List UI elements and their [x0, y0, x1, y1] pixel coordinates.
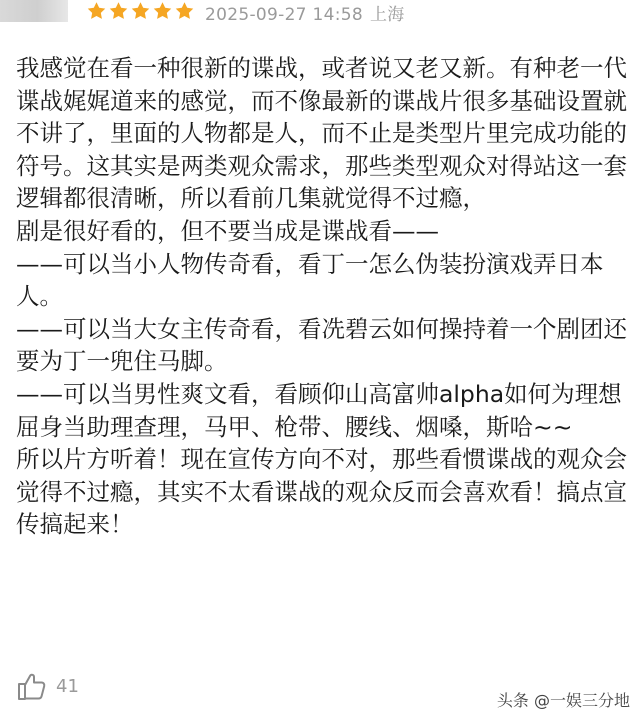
review-location: 上海	[370, 5, 405, 25]
star-rating	[86, 1, 196, 21]
star-icon	[108, 1, 129, 21]
avatar[interactable]	[0, 0, 68, 22]
review-meta	[205, 0, 405, 25]
star-icon	[86, 1, 107, 21]
review-paragraph: ——可以当小人物传奇看，看丁一怎么伪装扮演戏弄日本人。	[16, 249, 604, 311]
review-paragraph: 剧是很好看的，但不要当成是谍战看——	[16, 216, 439, 245]
star-icon	[152, 1, 173, 21]
review-paragraph: ——可以当男性爽文看，看顾仰山高富帅alpha如何为理想屈身当助理查理，马甲、枪带、腰线、烟嗓，斯哈~~	[16, 379, 622, 441]
review-paragraph: 所以片方听着！现在宣传方向不对，那些看惯谍战的观众会觉得不过瘾，其实不太看谍战的观众反而会喜欢看！搞点宣传搞起来！	[16, 445, 627, 539]
thumbs-up-icon	[16, 670, 48, 702]
review-header	[0, 0, 640, 28]
review-timestamp: 2025-09-27 14:58	[205, 5, 363, 25]
review-text	[16, 52, 628, 541]
review-paragraph: 我感觉在看一种很新的谍战，或者说又老又新。有种老一代谍战娓娓道来的感觉，而不像最新的谍战片很多基础设置就不讲了，里面的人物都是人，而不止是类型片里完成功能的符号。这其实是两类观众需求，那些类型观众对得站这一套逻辑都很清晰，所以看前几集就觉得不过瘾，	[16, 54, 627, 213]
star-icon	[174, 1, 195, 21]
review-paragraph: ——可以当大女主传奇看，看冼碧云如何操持着一个剧团还要为丁一兜住马脚。	[16, 314, 627, 376]
star-icon	[130, 1, 151, 21]
watermark-text: 头条 @一娱三分地	[496, 691, 630, 710]
like-count: 41	[56, 675, 79, 697]
like-button[interactable]	[16, 670, 79, 702]
